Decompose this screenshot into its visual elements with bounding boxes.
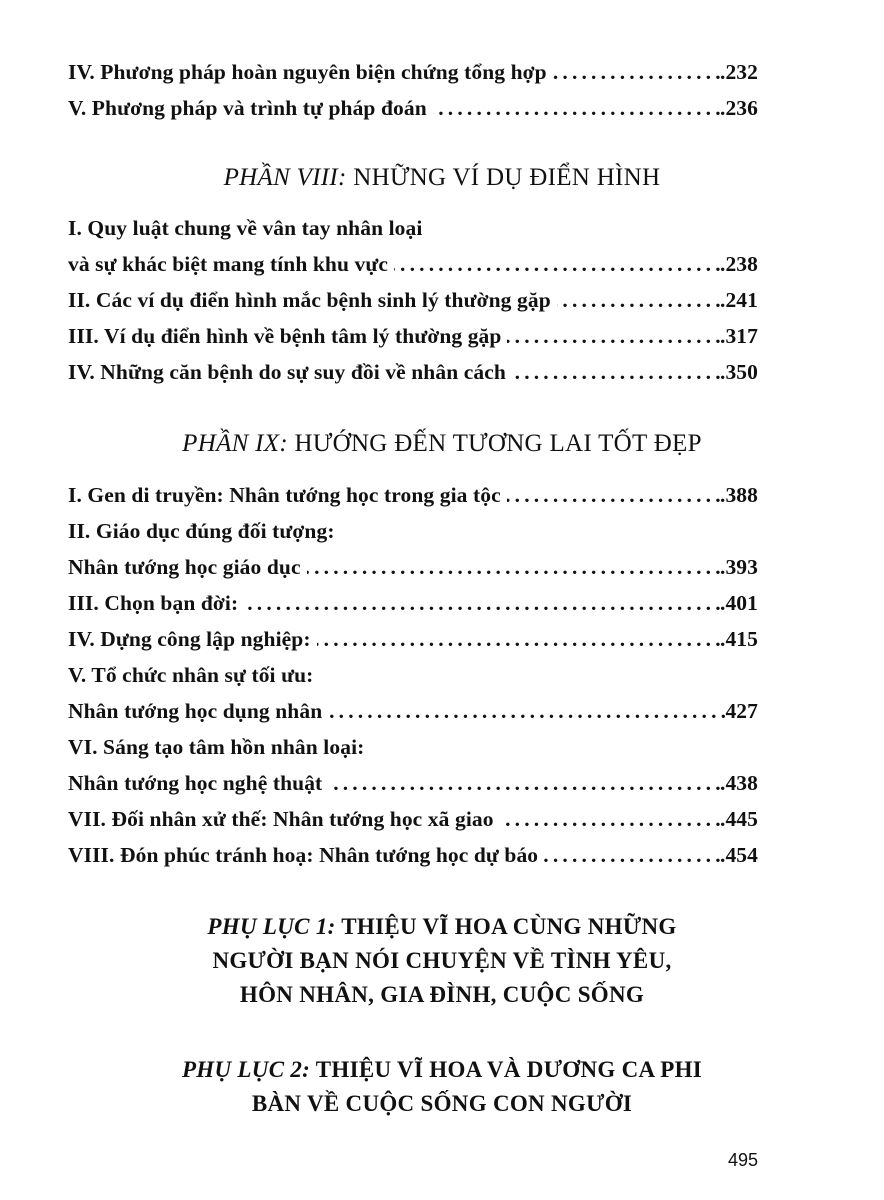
toc-entry[interactable] bbox=[68, 246, 758, 282]
toc-entry-page: .445 bbox=[719, 807, 758, 831]
part-9-prefix: PHẦN IX: bbox=[182, 430, 288, 457]
toc-entry-label: Nhân tướng học dụng nhân bbox=[68, 699, 323, 723]
toc-entry-page: .238 bbox=[719, 252, 758, 276]
toc-entry-page: .388 bbox=[719, 483, 758, 507]
toc-entry-page: .438 bbox=[719, 771, 758, 795]
toc-entry[interactable] bbox=[68, 729, 758, 765]
appendix-1-line-3: HÔN NHÂN, GIA ĐÌNH, CUỘC SỐNG bbox=[239, 982, 645, 1007]
toc-entry[interactable] bbox=[68, 549, 758, 585]
toc-entry-page: .317 bbox=[719, 324, 758, 348]
toc-entry-label: VII. Đối nhân xử thế: Nhân tướng học xã giao bbox=[68, 807, 494, 831]
toc-entry[interactable] bbox=[68, 477, 758, 513]
toc-entry-page: .350 bbox=[719, 360, 758, 384]
toc-entry[interactable] bbox=[68, 90, 758, 126]
toc-entry-page: 427 bbox=[725, 699, 758, 723]
dot-leader bbox=[328, 693, 725, 729]
toc-entry-label: I. Quy luật chung về vân tay nhân loại bbox=[68, 216, 423, 240]
toc-entry-label: III. Ví dụ điển hình về bệnh tâm lý thường gặp bbox=[68, 324, 502, 348]
toc-entry-label: Nhân tướng học nghệ thuật bbox=[68, 771, 323, 795]
toc-entry-label: VI. Sáng tạo tâm hồn nhân loại: bbox=[68, 735, 365, 759]
toc-entry[interactable] bbox=[68, 354, 758, 390]
appendix-1-title-part: THIỆU VĨ HOA CÙNG NHỮNG bbox=[335, 914, 677, 939]
toc-entry[interactable] bbox=[68, 621, 758, 657]
toc-entry[interactable] bbox=[68, 765, 758, 801]
dot-leader bbox=[317, 621, 720, 657]
part-9-title: HƯỚNG ĐẾN TƯƠNG LAI TỐT ĐẸP bbox=[287, 430, 702, 457]
toc-entry-label: II. Các ví dụ điển hình mắc bệnh sinh lý thường gặp bbox=[68, 288, 551, 312]
dot-leader bbox=[244, 585, 720, 621]
dot-leader bbox=[507, 318, 720, 354]
appendix-1-heading[interactable] bbox=[0, 910, 884, 1012]
toc-entry-page: .241 bbox=[719, 288, 758, 312]
toc-entry-page: .401 bbox=[719, 591, 758, 615]
dot-leader bbox=[500, 801, 720, 837]
appendix-2-heading[interactable] bbox=[0, 1053, 884, 1121]
toc-entry-page: .236 bbox=[719, 96, 758, 120]
toc-entry-page: .393 bbox=[719, 555, 758, 579]
dot-leader bbox=[553, 54, 720, 90]
dot-leader bbox=[512, 354, 720, 390]
appendix-1-line-1 bbox=[0, 910, 884, 944]
appendix-1-line-2: NGƯỜI BẠN NÓI CHUYỆN VỀ TÌNH YÊU, bbox=[212, 948, 672, 973]
toc-entry[interactable] bbox=[68, 801, 758, 837]
toc-entry-label: IV. Những căn bệnh do sự suy đồi về nhân cách bbox=[68, 360, 506, 384]
toc-entry[interactable] bbox=[68, 318, 758, 354]
toc-entry[interactable] bbox=[68, 513, 758, 549]
toc-entry[interactable] bbox=[68, 282, 758, 318]
dot-leader bbox=[507, 477, 720, 513]
toc-entry-label: và sự khác biệt mang tính khu vực bbox=[68, 252, 389, 276]
toc-entry-label: VIII. Đón phúc tránh hoạ: Nhân tướng học dự báo bbox=[68, 843, 539, 867]
toc-entry[interactable] bbox=[68, 54, 758, 90]
toc-entry-label: Nhân tướng học giáo dục bbox=[68, 555, 301, 579]
toc-entry-label: II. Giáo dục đúng đối tượng: bbox=[68, 519, 335, 543]
toc-entry-label: III. Chọn bạn đời: bbox=[68, 591, 239, 615]
part-9-entries bbox=[68, 477, 758, 873]
appendix-2-prefix: PHỤ LỤC 2: bbox=[181, 1057, 311, 1082]
toc-entry-label: V. Tổ chức nhân sự tối ưu: bbox=[68, 663, 314, 687]
toc-top-entries bbox=[68, 54, 758, 126]
part-9-heading bbox=[0, 430, 884, 458]
toc-entry[interactable] bbox=[68, 210, 758, 246]
appendix-1-prefix: PHỤ LỤC 1: bbox=[207, 914, 336, 939]
toc-entry[interactable] bbox=[68, 837, 758, 873]
toc-entry-label: IV. Dựng công lập nghiệp: bbox=[68, 627, 311, 651]
dot-leader bbox=[433, 90, 720, 126]
dot-leader bbox=[394, 246, 720, 282]
toc-entry[interactable] bbox=[68, 657, 758, 693]
toc-entry-label: IV. Phương pháp hoàn nguyên biện chứng tổng hợp bbox=[68, 60, 547, 84]
appendix-2-line-2: BÀN VỀ CUỘC SỐNG CON NGƯỜI bbox=[251, 1091, 633, 1116]
part-8-heading bbox=[0, 164, 884, 192]
dot-leader bbox=[328, 765, 720, 801]
page-number: 495 bbox=[728, 1150, 759, 1170]
toc-entry-label: I. Gen di truyền: Nhân tướng học trong gia tộc bbox=[68, 483, 501, 507]
dot-leader bbox=[544, 837, 720, 873]
toc-entry-page: .232 bbox=[719, 60, 758, 84]
toc-entry[interactable] bbox=[68, 693, 758, 729]
dot-leader bbox=[307, 549, 720, 585]
part-8-prefix: PHẦN VIII: bbox=[223, 164, 347, 191]
part-8-entries bbox=[68, 210, 758, 390]
appendix-2-title-part: THIỆU VĨ HOA VÀ DƯƠNG CA PHI bbox=[310, 1057, 703, 1082]
dot-leader bbox=[557, 282, 720, 318]
appendix-2-line-1 bbox=[0, 1053, 884, 1087]
toc-entry-label: V. Phương pháp và trình tự pháp đoán bbox=[68, 96, 427, 120]
part-8-title: NHỮNG VÍ DỤ ĐIỂN HÌNH bbox=[346, 164, 661, 191]
toc-entry-page: .454 bbox=[719, 843, 758, 867]
toc-entry[interactable] bbox=[68, 585, 758, 621]
toc-entry-page: .415 bbox=[719, 627, 758, 651]
